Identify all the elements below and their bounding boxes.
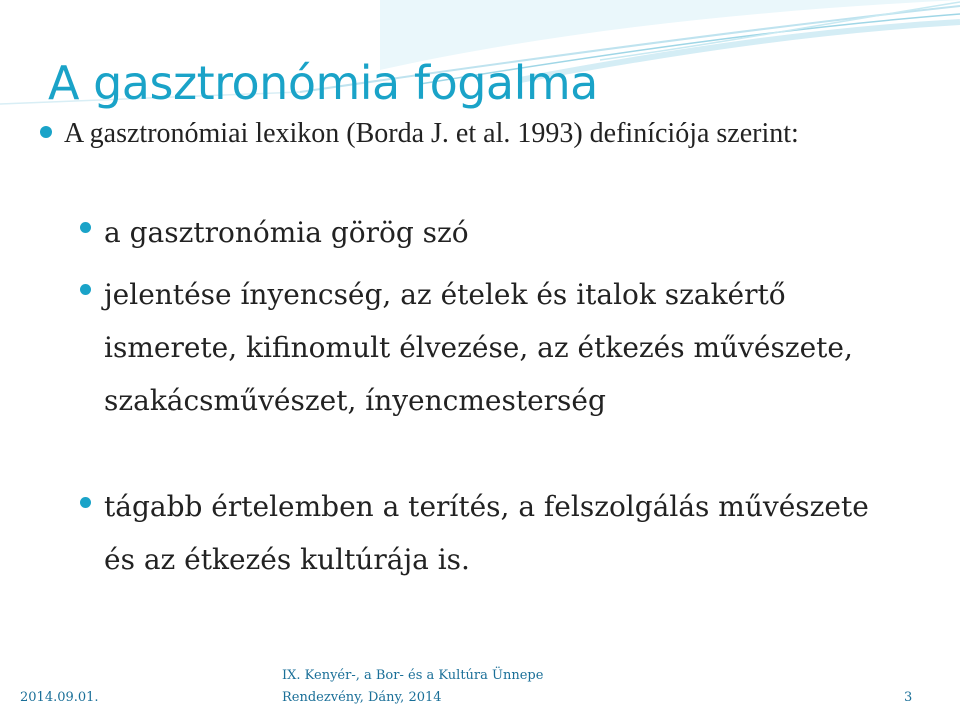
page-number: 3 [904, 690, 913, 705]
footer-event-line1: IX. Kenyér-, a Bor- és a Kultúra Ünnepe [282, 668, 544, 683]
sub-bullet-origin: a gasztronómia görög szó [104, 216, 469, 249]
sub-bullet-meaning: jelentése ínyencség, az ételek és italok szakértő ismerete, kifinomult élvezése, az étkezés művészete, szakácsművészet, ínyencmesterség [104, 278, 853, 417]
bullet-icon [80, 284, 91, 295]
bullet-icon [80, 222, 91, 233]
bullet-definition-source: A gasztronómiai lexikon (Borda J. et al. 1993) definíciója szerint: [64, 118, 799, 149]
slide-title: A gasztronómia fogalma [48, 56, 598, 110]
footer-date: 2014.09.01. [20, 690, 99, 705]
bullet-icon [80, 497, 91, 508]
bullet-icon [40, 126, 52, 138]
sub-bullet-broader-sense: tágabb értelemben a terítés, a felszolgálás művészete és az étkezés kultúrája is. [104, 490, 869, 576]
footer-event-line2: Rendezvény, Dány, 2014 [282, 690, 442, 705]
